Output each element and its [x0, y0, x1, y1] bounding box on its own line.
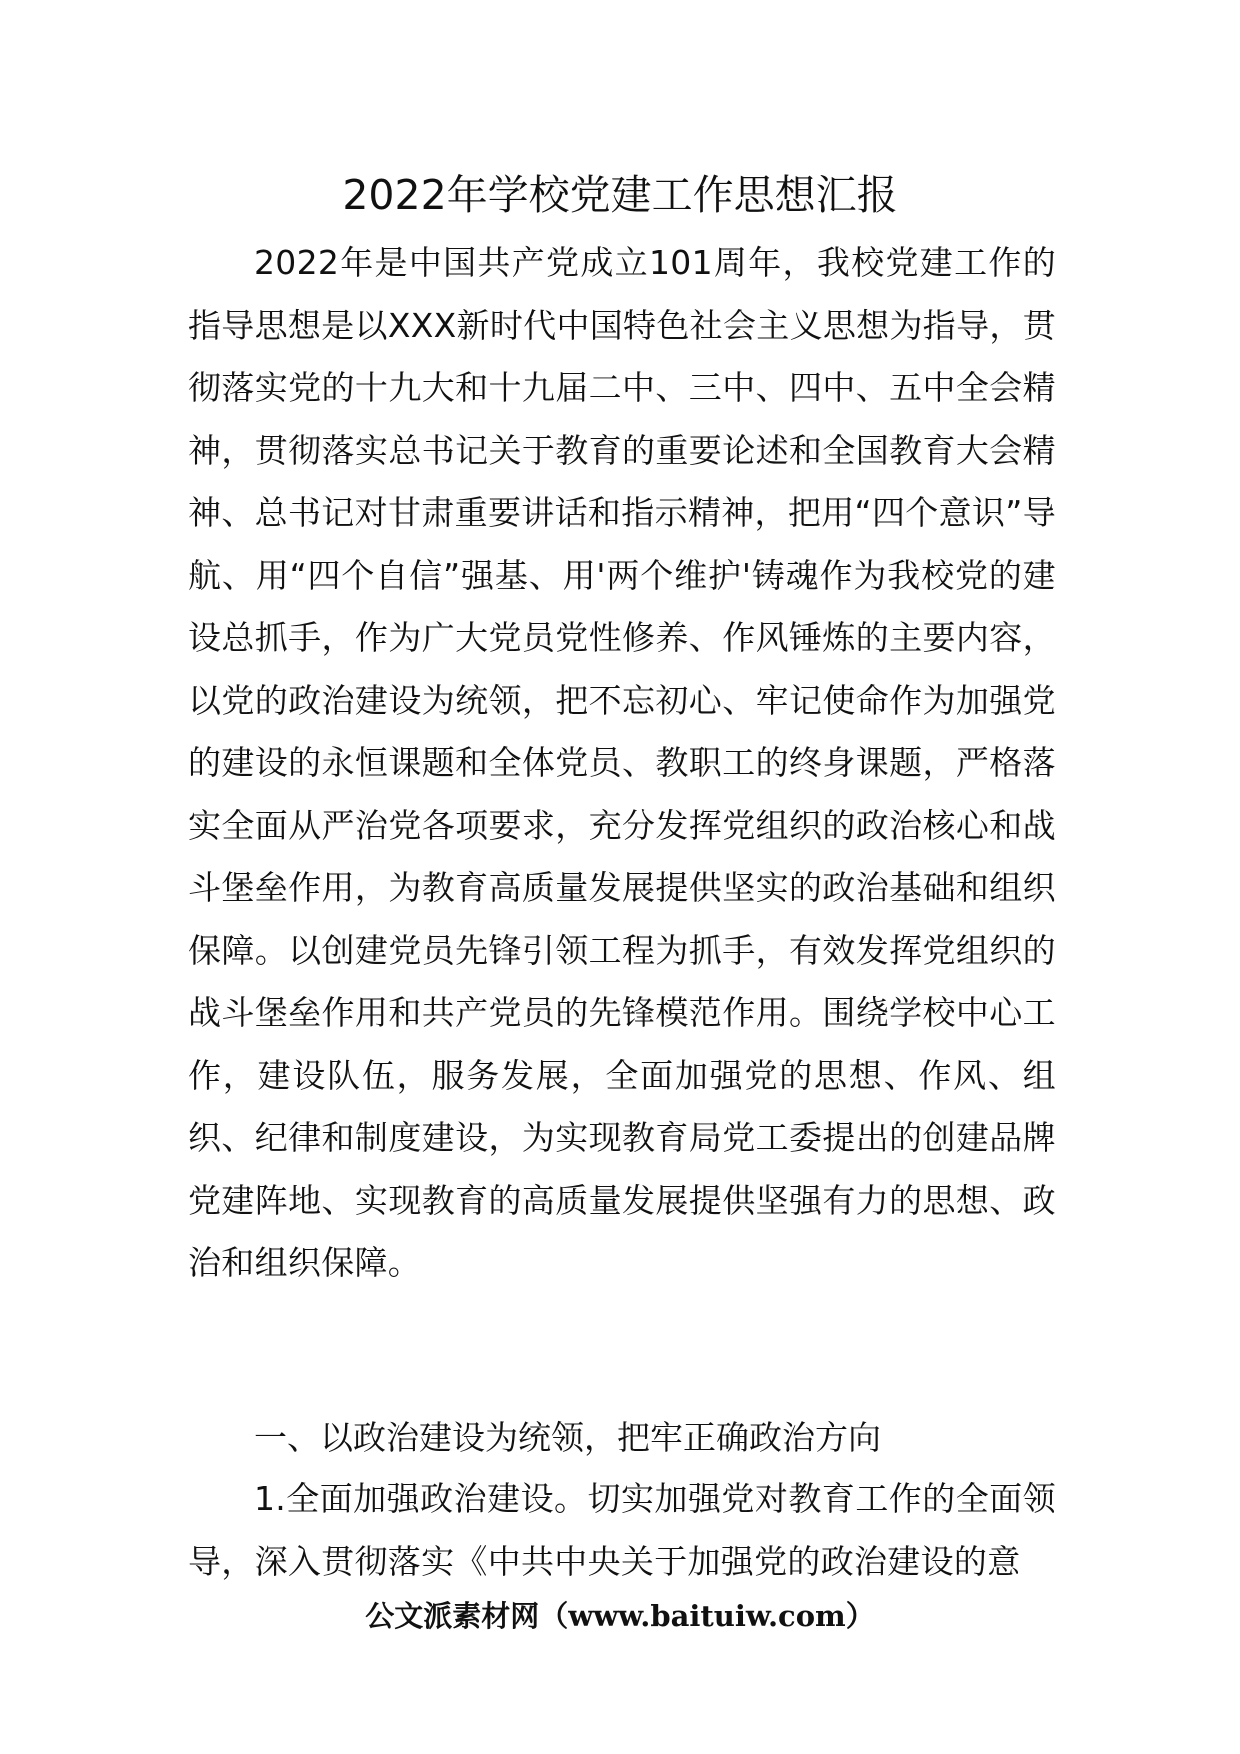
document-body [188, 232, 1056, 1295]
document-title: 2022年学校党建工作思想汇报 [342, 171, 898, 219]
item-paragraph: 1.全面加强政治建设。切实加强党对教育工作的全面领导，深入贯彻落实《中共中央关于加强党的政治建设的意 [188, 1479, 1056, 1581]
section-heading: 一、以政治建设为统领，把牢正确政治方向 [254, 1418, 881, 1457]
footer-watermark: 公文派素材网（www.baituiw.com） [365, 1599, 875, 1633]
intro-paragraph: 2022年是中国共产党成立101周年，我校党建工作的指导思想是以XXX新时代中国特色社会主义思想为指导，贯彻落实党的十九大和十九届二中、三中、四中、五中全会精神，贯彻落实总书记关于教育的重要论述和全国教育大会精神、总书记对甘肃重要讲话和指示精神，把用“四个意识”导航、用“四个自信”强基、用'两个维护'铸魂作为我校党的建设总抓手，作为广大党员党性修养、作风锤炼的主要内容，以党的政治建设为统领，把不忘初心、牢记使命作为加强党的建设的永恒课题和全体党员、教职工的终身课题，严格落实全面从严治党各项要求，充分发挥党组织的政治核心和战斗堡垒作用，为教育高质量发展提供坚实的政治基础和组织保障。以创建党员先锋引领工程为抓手，有效发挥党组织的战斗堡垒作用和共产党员的先锋模范作用。围绕学校中心工作，建设队伍，服务发展，全面加强党的思想、作风、组织、纪律和制度建设，为实现教育局党工委提出的创建品牌党建阵地、实现教育的高质量发展提供坚强有力的思想、政治和组织保障。 [188, 243, 1056, 1282]
